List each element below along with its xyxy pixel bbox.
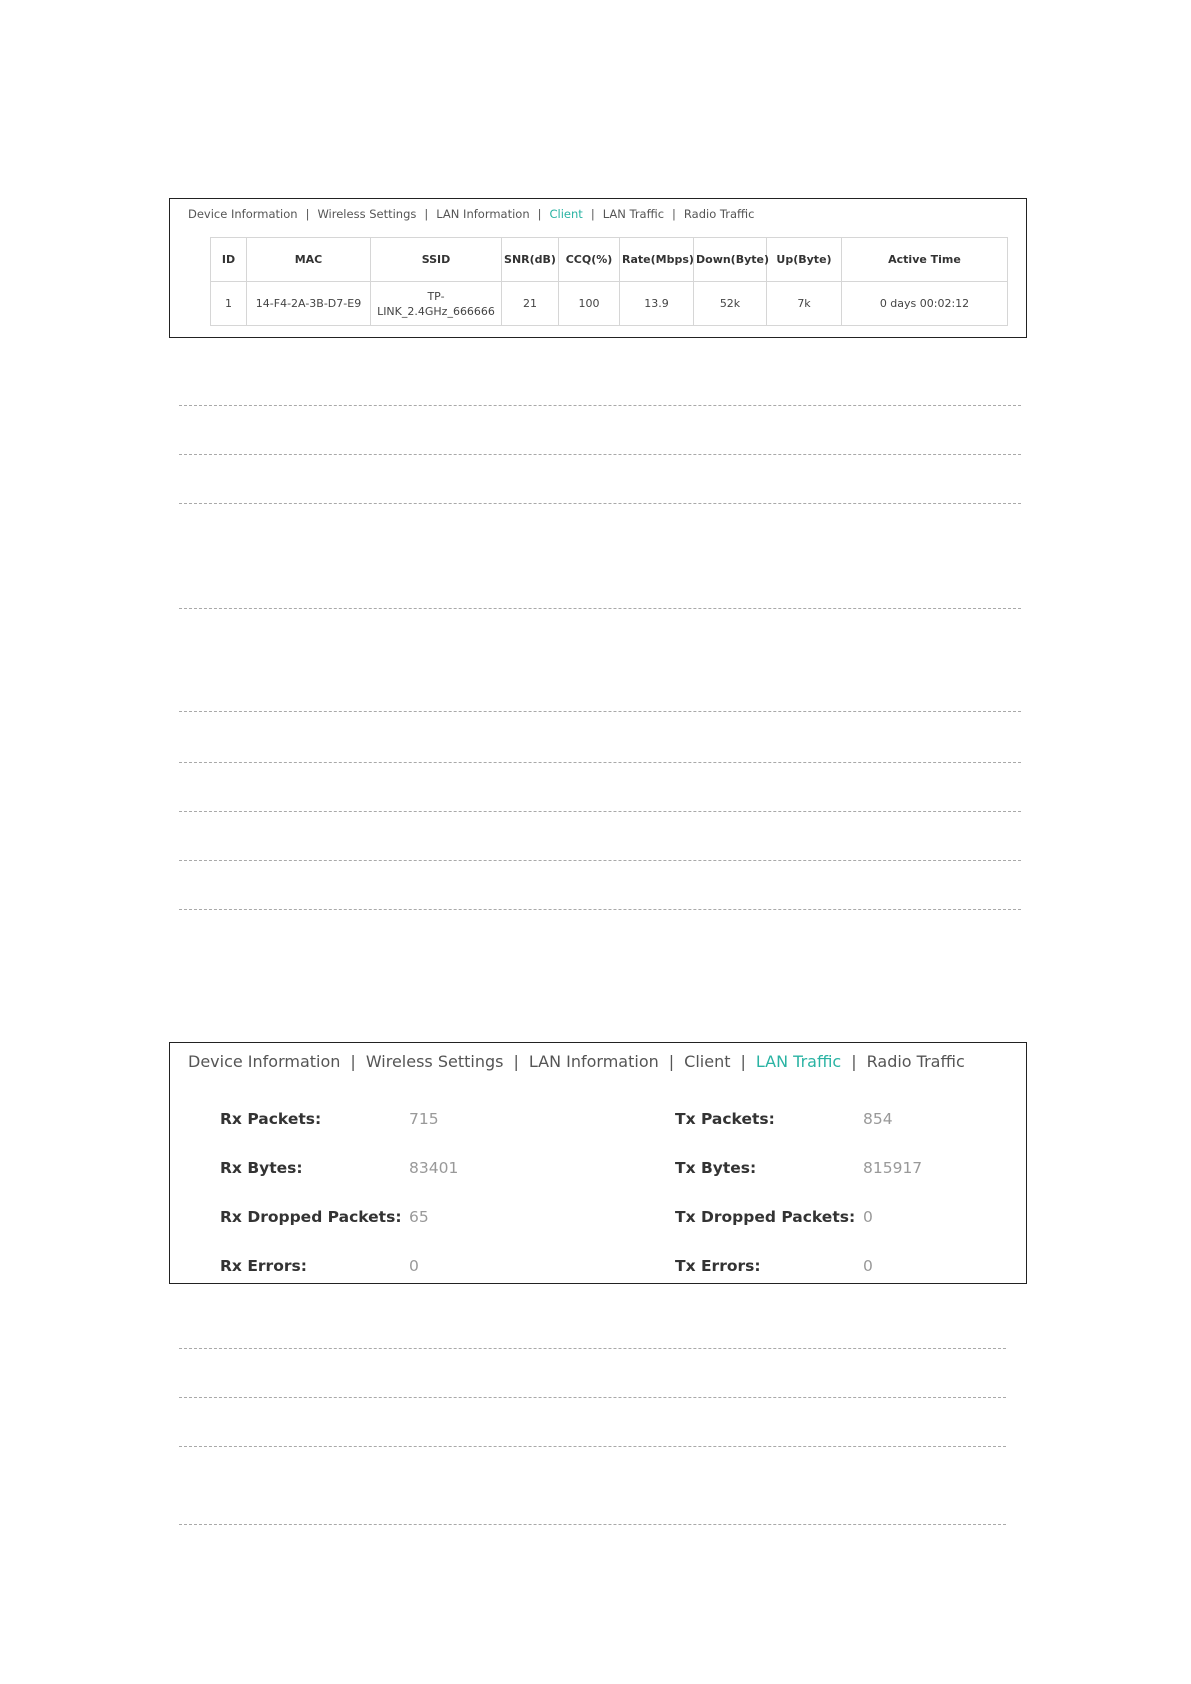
tx-packets-value: 854	[863, 1110, 893, 1128]
cell-ssid: TP-LINK_2.4GHz_666666	[371, 282, 502, 326]
rx-dropped-packets-value: 65	[409, 1208, 429, 1226]
column-header-id: ID	[211, 238, 247, 282]
cell-down: 52k	[694, 282, 767, 326]
dashed-line	[179, 405, 1021, 406]
tab-separator: |	[672, 207, 676, 221]
dashed-line	[179, 1524, 1006, 1525]
cell-snr: 21	[502, 282, 559, 326]
dashed-line	[179, 1446, 1006, 1447]
column-header-down: Down(Byte)	[694, 238, 767, 282]
tab-separator: |	[740, 1052, 746, 1071]
tab-separator: |	[305, 207, 310, 221]
table-row	[211, 282, 1008, 326]
tx-dropped-packets-value: 0	[863, 1208, 873, 1226]
tab-radio-traffic[interactable]: Radio Traffic	[866, 1052, 965, 1071]
column-header-up: Up(Byte)	[767, 238, 842, 282]
cell-ccq: 100	[559, 282, 620, 326]
dashed-line	[179, 608, 1021, 609]
rx-bytes-label: Rx Bytes:	[220, 1159, 303, 1177]
rx-dropped-packets-label: Rx Dropped Packets:	[220, 1208, 402, 1226]
dashed-line	[179, 503, 1021, 504]
rx-errors-value: 0	[409, 1257, 419, 1275]
rx-packets-label: Rx Packets:	[220, 1110, 322, 1128]
tx-errors-label: Tx Errors:	[675, 1257, 761, 1275]
tab-wireless-settings[interactable]: Wireless Settings	[317, 207, 417, 221]
tab-client[interactable]: Client	[549, 207, 583, 221]
tab-separator: |	[590, 207, 595, 221]
tx-errors-value: 0	[863, 1257, 873, 1275]
dashed-line	[179, 454, 1021, 455]
tab-device-information[interactable]: Device Information	[188, 1052, 341, 1071]
client-panel	[169, 198, 1027, 338]
tab-device-information[interactable]: Device Information	[188, 207, 298, 221]
tab-lan-information[interactable]: LAN Information	[436, 207, 530, 221]
tx-bytes-label: Tx Bytes:	[675, 1159, 757, 1177]
column-header-ccq: CCQ(%)	[559, 238, 620, 282]
cell-mac: 14-F4-2A-3B-D7-E9	[247, 282, 371, 326]
tab-separator: |	[424, 207, 429, 221]
column-header-active-time: Active Time	[842, 238, 1008, 282]
dashed-line	[179, 1397, 1006, 1398]
lan-traffic-panel	[169, 1042, 1027, 1284]
dashed-line	[179, 909, 1021, 910]
tab-lan-traffic[interactable]: LAN Traffic	[602, 207, 665, 221]
tx-packets-label: Tx Packets:	[675, 1110, 775, 1128]
tab-separator: |	[851, 1052, 857, 1071]
tab-lan-information[interactable]: LAN Information	[528, 1052, 659, 1071]
cell-rate: 13.9	[620, 282, 694, 326]
tab-separator: |	[350, 1052, 356, 1071]
tx-dropped-packets-label: Tx Dropped Packets:	[675, 1208, 856, 1226]
rx-packets-value: 715	[409, 1110, 439, 1128]
rx-errors-label: Rx Errors:	[220, 1257, 307, 1275]
table-header-row	[211, 238, 1008, 282]
lan-traffic-panel-tabs	[188, 1052, 965, 1071]
dashed-line	[179, 811, 1021, 812]
client-panel-tabs	[188, 207, 754, 221]
column-header-ssid: SSID	[371, 238, 502, 282]
dashed-line	[179, 1348, 1006, 1349]
column-header-rate: Rate(Mbps)	[620, 238, 694, 282]
cell-active-time: 0 days 00:02:12	[842, 282, 1008, 326]
tab-client[interactable]: Client	[684, 1052, 731, 1071]
tab-separator: |	[537, 207, 542, 221]
cell-id: 1	[211, 282, 247, 326]
dashed-line	[179, 860, 1021, 861]
rx-bytes-value: 83401	[409, 1159, 459, 1177]
tab-separator: |	[513, 1052, 519, 1071]
client-table	[210, 237, 1008, 326]
cell-up: 7k	[767, 282, 842, 326]
tab-lan-traffic[interactable]: LAN Traffic	[755, 1052, 842, 1071]
column-header-mac: MAC	[247, 238, 371, 282]
tx-bytes-value: 815917	[863, 1159, 923, 1177]
tab-radio-traffic[interactable]: Radio Traffic	[683, 207, 755, 221]
tab-wireless-settings[interactable]: Wireless Settings	[365, 1052, 504, 1071]
dashed-line	[179, 762, 1021, 763]
column-header-snr: SNR(dB)	[502, 238, 559, 282]
tab-separator: |	[668, 1052, 675, 1071]
dashed-line	[179, 711, 1021, 712]
